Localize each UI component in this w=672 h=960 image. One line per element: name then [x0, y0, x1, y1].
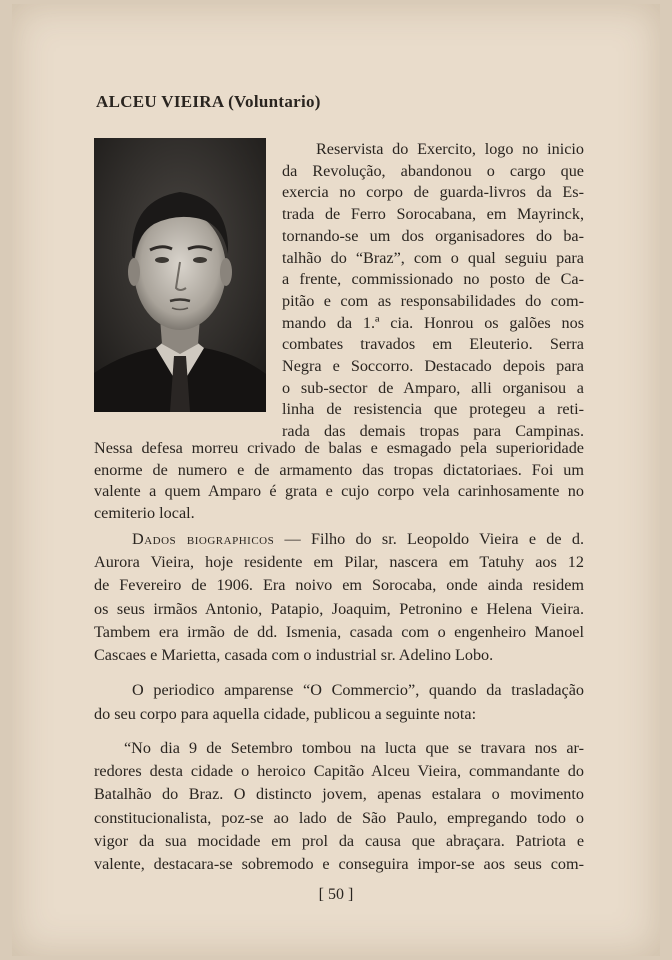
paragraph-line: talhão do “Braz”, com o qual seguiu para	[282, 248, 584, 267]
quote-line: vigor da sua mocidade em prol da causa que abraçara. Patriota e	[94, 831, 584, 850]
paragraph-line: rada das demais tropas para Campinas.	[282, 422, 584, 441]
paragraph-text: — Filho do sr. Leopoldo Vieira e de d.	[274, 530, 584, 548]
paragraph-line: de Fevereiro de 1906. Era noivo em Sorocaba, onde ainda residem	[94, 576, 584, 595]
page-title: ALCEU VIEIRA (Voluntario)	[96, 92, 321, 111]
paragraph-line: exercia no corpo de guarda-livros da Es-	[282, 183, 584, 202]
paragraph-line: pitão e com as responsabilidades do com-	[282, 291, 584, 310]
paragraph-line: valente a quem Amparo é grata e cujo corpo vela carinhosamente no	[94, 482, 584, 500]
paragraph-line: trada de Ferro Sorocabana, em Mayrinck,	[282, 205, 584, 224]
paragraph-line: a frente, commissionado no posto de Ca-	[282, 270, 584, 289]
paragraph-line: os seus irmãos Antonio, Patapio, Joaquim, Petronino e Helena Vieira.	[94, 599, 584, 618]
paragraph-line: cemiterio local.	[94, 503, 195, 522]
quote-line: Batalhão do Braz. O distincto jovem, apenas estalara o movimento	[94, 785, 584, 804]
paragraph-line: Tambem era irmão de dd. Ismenia, casada com o engenheiro Manoel	[94, 622, 584, 641]
paragraph-line: O periodico amparense “O Commercio”, quando da trasladação	[132, 681, 584, 699]
paragraph-line: Aurora Vieira, hoje residente em Pilar, nascera em Tatuhy aos 12	[94, 553, 584, 572]
section-lead: Dados biographicos	[132, 530, 275, 548]
quote-line: constitucionalista, poz-se ao lado de São Paulo, empregando todo o	[94, 808, 584, 827]
paragraph-line: do seu corpo para aquella cidade, publicou a seguinte nota:	[94, 704, 477, 723]
portrait-illustration	[94, 138, 266, 412]
paragraph-line: linha de resistencia que protegeu a reti-	[282, 400, 584, 419]
paragraph-line: Negra e Soccorro. Destacado depois para	[282, 357, 584, 375]
paragraph-line: mando da 1.ª cia. Honrou os galões nos	[282, 313, 584, 332]
quote-line: “No dia 9 de Setembro tombou na lucta que se travara nos ar-	[124, 739, 584, 757]
paragraph-line	[132, 529, 584, 549]
paragraph-line: Cascaes e Marietta, casada com o industrial sr. Adelino Lobo.	[94, 646, 494, 664]
page-number: [ 50 ]	[318, 886, 354, 903]
paragraph-line: tornando-se um dos organisadores do ba-	[282, 226, 584, 245]
paragraph-line: da Revolução, abandonou o cargo que	[282, 161, 584, 180]
portrait-photo	[94, 138, 266, 412]
paragraph-line: enorme de numero e de armamento das tropas dictatoriaes. Foi um	[94, 460, 584, 479]
paragraph-line: Nessa defesa morreu crivado de balas e esmagado pela superioridade	[94, 439, 584, 457]
quote-line: redores desta cidade o heroico Capitão Alceu Vieira, commandante do	[94, 762, 584, 781]
quote-line: valente, destacara-se sobremodo e conseguira impor-se aos seus com-	[94, 855, 584, 873]
paragraph-line: Reservista do Exercito, logo no inicio	[316, 140, 584, 158]
paragraph-line: o sub-sector de Amparo, alli organisou a	[282, 378, 584, 397]
paragraph-line: combates travados em Eleuterio. Serra	[282, 335, 584, 354]
